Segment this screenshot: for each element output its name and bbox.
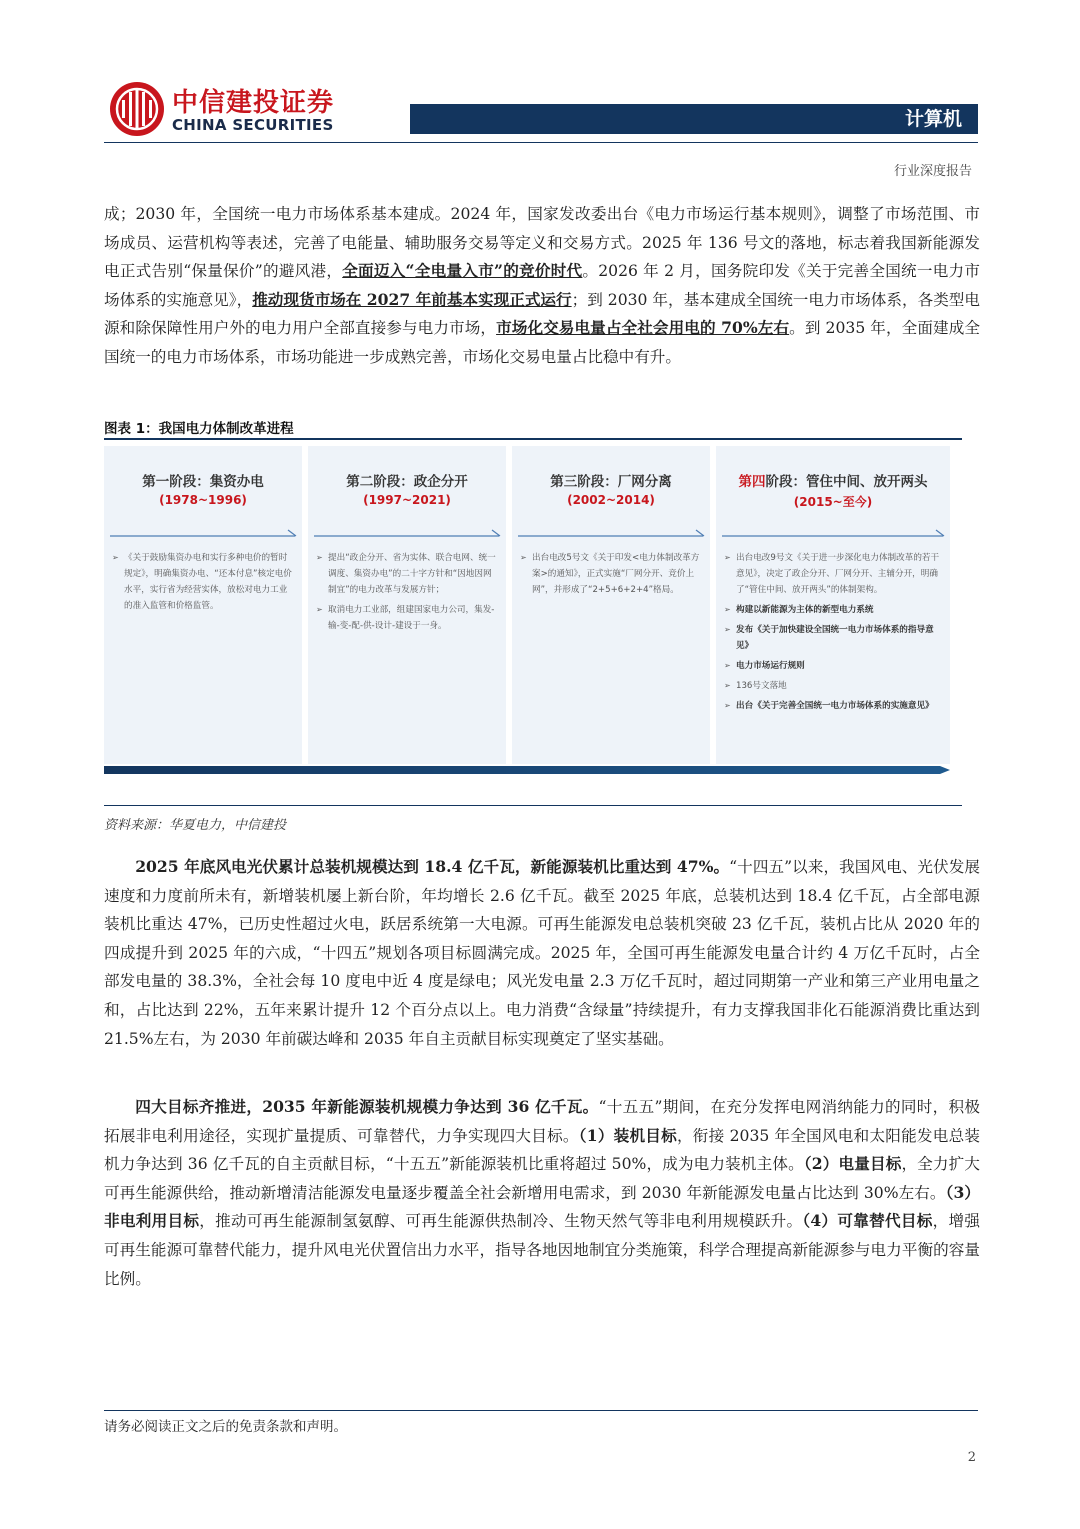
figure-title: 图表 1：我国电力体制改革进程	[104, 421, 294, 437]
stage-3-panel	[512, 446, 710, 764]
stage-1-panel	[104, 446, 302, 764]
company-name-cn: 中信建投证券	[172, 88, 335, 118]
stage-2-panel	[308, 446, 506, 764]
stage-4-item: ➢ 发布《关于加快建设全国统一电力市场体系的指导意见》	[724, 622, 942, 654]
stage-2-header	[308, 446, 506, 528]
figure-bottom-rule	[104, 805, 962, 806]
stage-3-title: 第三阶段：厂网分离	[550, 474, 672, 490]
paragraph-targets	[104, 1093, 980, 1293]
stage-1-title: 第一阶段：集资办电	[142, 474, 264, 490]
stage-4-item: ➢ 构建以新能源为主体的新型电力系统	[724, 602, 942, 618]
stage-4-item: ➢ 出台电改9号文《关于进一步深化电力体制改革的若干意见》，决定了政企分开、厂网分开、主辅分开，明确了“管住中间、放开两头”的体制架构。	[724, 550, 942, 598]
company-logo-icon	[108, 80, 166, 138]
paragraph-capacity	[104, 853, 980, 1053]
para3-text-3: ，全力扩大可再生能源供给，推动新增清洁能源发电量逐步覆盖全社会新增用电需求，到 2030 年新能源发电量占比达到 30%左右。	[104, 1155, 980, 1202]
para3-text-4: ，推动可再生能源制氢氨醇、可再生能源供热制冷、生物天然气等非电利用规模跃升。	[199, 1212, 803, 1231]
stage-4-arrow	[722, 528, 948, 538]
timeline-arrow-bar	[104, 764, 950, 776]
stage-3-item: ➢ 出台电改5号文《关于印发<电力体制改革方案>的通知》，正式实施“厂网分开、竞价上网”，并形成了“2+5+6+2+4”格局。	[520, 550, 702, 598]
stage-3-arrow	[518, 528, 708, 538]
stage-2-arrow	[314, 528, 504, 538]
stage-4-item: ➢ 136号文落地	[724, 678, 942, 694]
company-name-en: CHINA SECURITIES	[172, 116, 334, 134]
para1-text-2: 。2026 年 2 月，国务院印发《关于完善全国统一电力市场体系的实施意见》，	[104, 262, 980, 309]
stage-1-period: (1978~1996)	[159, 493, 247, 507]
figure-top-rule	[104, 438, 962, 440]
paragraph-market-reform	[104, 200, 980, 372]
para3-text-1: “十五五”期间，在充分发挥电网消纳能力的同时，积极拓展非电利用途径，实现扩量提质、可靠替代，力争实现四大目标。	[104, 1098, 981, 1145]
para1-text-4: 。到 2035 年，全面建成全国统一的电力市场体系，市场功能进一步成熟完善，市场化交易电量占比稳中有升。	[104, 319, 980, 366]
stage-4-item: ➢ 出台《关于完善全国统一电力市场体系的实施意见》	[724, 698, 942, 714]
stage-2-item: ➢ 提出“政企分开、省为实体、联合电网、统一调度、集资办电”的二十字方针和“因地因网制宜”的电力改革与发展方针；	[316, 550, 498, 598]
para1-highlight-2: 推动现货市场在 2027 年前基本实现正式运行	[252, 289, 572, 309]
para3-target-3: （3）非电利用目标	[104, 1182, 980, 1231]
company-logo	[108, 80, 348, 142]
stage-2-period: (1997~2021)	[363, 493, 451, 507]
stage-2-item: ➢ 取消电力工业部，组建国家电力公司，集发-输-变-配-供-设计-建设于一身。	[316, 602, 498, 634]
stage-2-title: 第二阶段：政企分开	[346, 474, 468, 490]
para1-highlight-3: 市场化交易电量占全社会用电的 70%左右	[496, 318, 790, 338]
stage-4-period: (2015~至今)	[793, 495, 873, 509]
para1-text-3: ；到 2030 年，基本建成全国统一电力市场体系，各类型电源和除保障性用户外的电力用户全部直接参与电力市场，	[104, 290, 980, 338]
stage-1-header	[104, 446, 302, 528]
para3-target-4: （4）可靠替代目标	[802, 1211, 933, 1231]
para3-target-2: （2）电量目标	[803, 1154, 902, 1174]
report-type: 行业深度报告	[893, 164, 972, 179]
footer-disclaimer: 请务必阅读正文之后的免责条款和声明。	[104, 1419, 347, 1435]
stage-1-arrow	[110, 528, 300, 538]
para2-lead: 2025 年底风电光伏累计总装机规模达到 18.4 亿千瓦，新能源装机比重达到 47%。	[135, 857, 730, 876]
para2-body: “十四五”以来，我国风电、光伏发展速度和力度前所未有，新增装机屡上新台阶，年均增长 2.6 亿千瓦。截至 2025 年底，总装机达到 18.4 亿千瓦，占全部电源装机比重达 47%，已历史性超过火电，跃居系统第一大电源。可再生能源发电总装机突破 23 亿千瓦，装机占比从 2020 年的四成提升到 2025 年的六成，“十四五”规划各项目标圆满完成。2025 年，全国可再生能源发电量合计约 4 万亿千瓦时，占全部发电量的 38.3%，全社会每 10 度电中近 4 度是绿电；风光发电量 2.3 万亿千瓦时，超过同期第一产业和第三产业用电量之和，占比达到 22%，五年来累计提升 12 个百分点以上。电力消费“含绿量”持续提升，有力支撑我国非化石能源消费比重达到 21.5%左右，为 2030 年前碳达峰和 2035 年自主贡献目标实现奠定了坚实基础。	[104, 858, 980, 1048]
stage-4-header	[716, 446, 950, 528]
sector-label: 计算机	[410, 104, 978, 134]
stage-4-item: ➢ 电力市场运行规则	[724, 658, 942, 674]
stage-1-item: ➢ 《关于鼓励集资办电和实行多种电价的暂时规定》，明确集资办电、“还本付息”核定电价水平，实行省为经营实体，放松对电力工业的准入监管和价格监管。	[112, 550, 294, 614]
footer-divider	[104, 1410, 978, 1411]
stage-4-panel	[716, 446, 950, 764]
stage-4-title: 第四阶段：管住中间、放开两头	[738, 474, 928, 490]
para3-lead: 四大目标齐推进，2035 年新能源装机规模力争达到 36 亿千瓦。	[135, 1097, 599, 1116]
stage-3-header	[512, 446, 710, 528]
figure-source: 资料来源：华夏电力，中信建投	[104, 818, 287, 833]
para3-text-2: ，衔接 2035 年全国风电和太阳能发电总装机力争达到 36 亿千瓦的自主贡献目标，“十五五”新能源装机比重将超过 50%，成为电力装机主体。	[104, 1126, 980, 1174]
para3-target-1: （1）装机目标	[578, 1125, 677, 1145]
stage-3-period: (2002~2014)	[567, 493, 655, 507]
para1-highlight-1: 全面迈入“全电量入市”的竞价时代	[342, 261, 583, 281]
para3-text-5: ，增强可再生能源可靠替代能力，提升风电光伏置信出力水平，指导各地因地制宜分类施策，科学合理提高新能源参与电力平衡的容量比例。	[104, 1212, 980, 1288]
page-number: 2	[967, 1450, 976, 1465]
para1-text-1: 成；2030 年，全国统一电力市场体系基本建成。2024 年，国家发改委出台《电力市场运行基本规则》，调整了市场范围、市场成员、运营机构等表述，完善了电能量、辅助服务交易等定义和交易方式。2025 年 136 号文的落地，标志着我国新能源发电正式告别“保量保价”的避风港，	[104, 205, 980, 281]
header-divider	[104, 142, 978, 143]
